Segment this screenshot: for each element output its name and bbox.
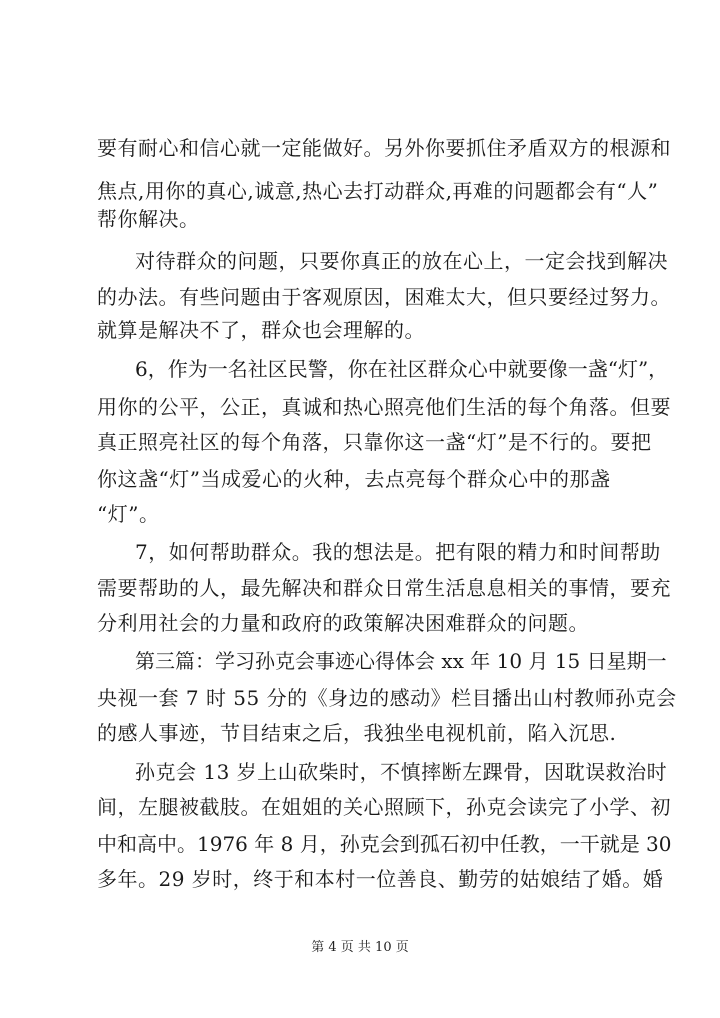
text-line: 6，作为一名社区民警，你在社区群众心中就要像一盏“灯”， <box>135 357 669 381</box>
text-line: 焦点,用你的真心,诚意,热心去打动群众,再难的问题都会有“人” <box>97 179 659 203</box>
text-line: 多年。29 岁时，终于和本村一位善良、勤劳的姑娘结了婚。婚 <box>97 867 664 891</box>
text-line: 帮你解决。 <box>97 207 200 231</box>
page-footer: 第 4 页 共 10 页 <box>311 940 409 955</box>
text-line: 第三篇：学习孙克会事迹心得体会 xx 年 10 月 15 日星期一 <box>135 649 667 673</box>
text-line: 孙克会 13 岁上山砍柴时，不慎摔断左踝骨，因耽误救治时 <box>135 760 668 784</box>
text-line: 你这盏“灯”当成爱心的火种，去点亮每个群众心中的那盏 <box>97 467 611 491</box>
text-line: 央视一套 7 时 55 分的《身边的感动》栏目播出山村教师孙克会 <box>97 686 677 710</box>
text-line: 中和高中。1976 年 8 月，孙克会到孤石初中任教，一干就是 30 <box>97 832 672 856</box>
text-line: “灯”。 <box>97 502 160 526</box>
text-line: 7，如何帮助群众。我的想法是。把有限的精力和时间帮助 <box>135 540 661 564</box>
text-line: 的感人事迹，节目结束之后，我独坐电视机前，陷入沉思. <box>97 721 617 745</box>
text-line: 要有耐心和信心就一定能做好。另外你要抓住矛盾双方的根源和 <box>97 136 671 160</box>
text-line: 间，左腿被截肢。在姐姐的关心照顾下，孙克会读完了小学、初 <box>97 795 671 819</box>
text-line: 需要帮助的人，最先解决和群众日常生活息息相关的事情，要充 <box>97 576 671 600</box>
text-line: 的办法。有些问题由于客观原因，困难太大，但只要经过努力。 <box>97 285 671 309</box>
text-line: 就算是解决不了，群众也会理解的。 <box>97 318 425 342</box>
text-line: 分利用社会的力量和政府的政策解决困难群众的问题。 <box>97 611 589 635</box>
text-line: 用你的公平，公正，真诚和热心照亮他们生活的每个角落。但要 <box>97 395 671 419</box>
text-line: 真正照亮社区的每个角落，只靠你这一盏“灯”是不行的。要把 <box>97 430 652 454</box>
text-line: 对待群众的问题，只要你真正的放在心上，一定会找到解决 <box>135 249 668 273</box>
